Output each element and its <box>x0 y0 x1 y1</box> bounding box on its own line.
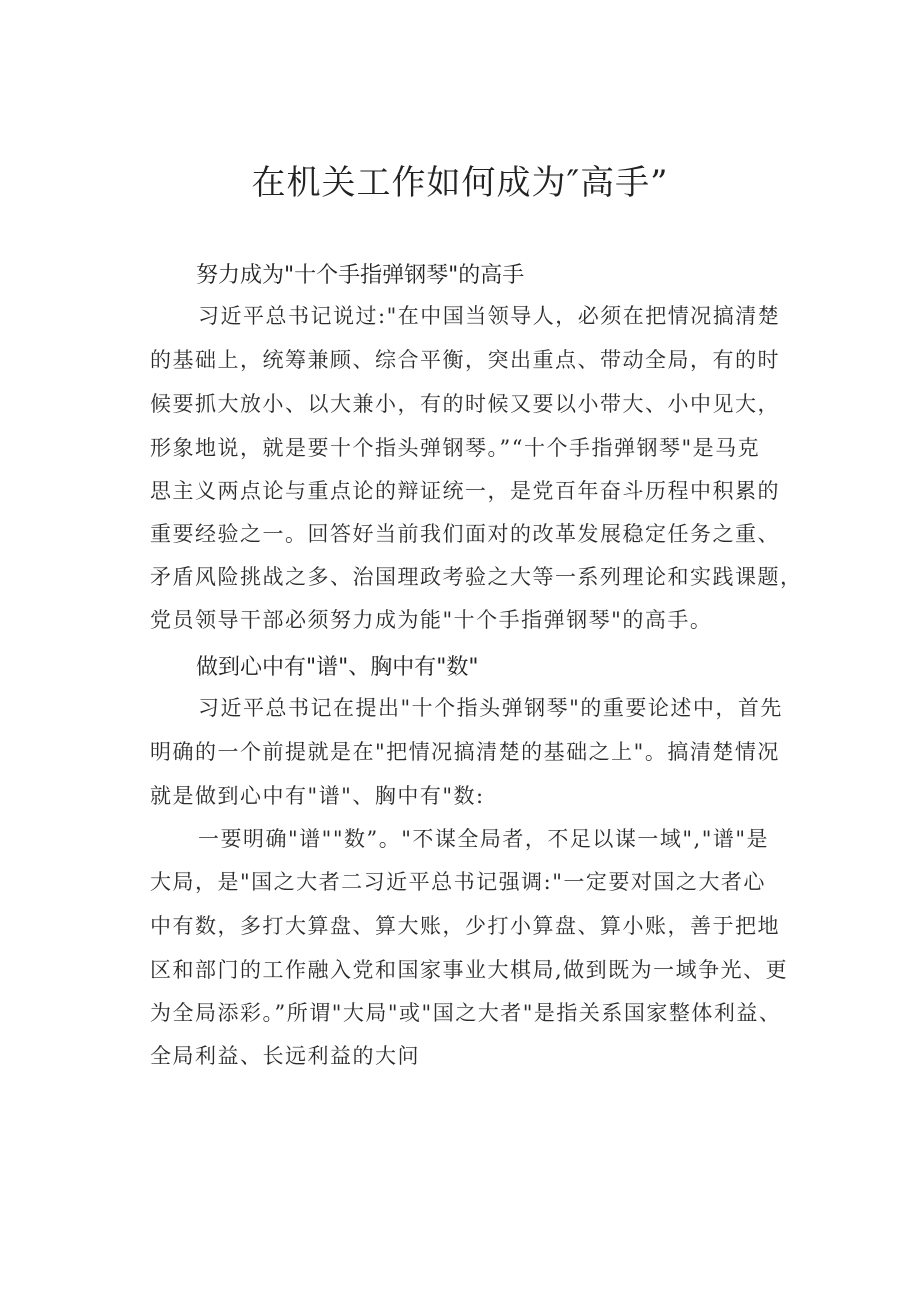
document-title: 在机关工作如何成为″高手” <box>251 163 669 203</box>
paragraph-line: 习近平总书记说过:"在中国当领导人，必须在把情况搞清楚 <box>198 304 781 328</box>
paragraph-line: 区和部门的工作融入党和国家事业大棋局,做到既为一域争光、更 <box>150 958 789 982</box>
paragraph-line: 思主义两点论与重点论的辩证统一，是党百年奋斗历程中积累的 <box>150 479 780 503</box>
paragraph-line: 就是做到心中有"谱"、胸中有"数: <box>150 784 485 808</box>
section-heading-1: 努力成为"十个手指弹钢琴"的高手 <box>196 263 525 288</box>
paragraph-line: 习近平总书记在提出"十个指头弹钢琴"的重要论述中，首先 <box>198 696 783 720</box>
paragraph-line: 大局，是"国之大者二习近平总书记强调:"一定要对国之大者心 <box>150 870 766 894</box>
paragraph-line: 党员领导干部必须努力成为能"十个手指弹钢琴"的高手。 <box>150 608 713 632</box>
paragraph-line: 矛盾风险挑战之多、治国理政考验之大等一系列理论和实践课题， <box>150 565 803 589</box>
paragraph-line: 为全局添彩。”所谓"大局"或"国之大者"是指关系国家整体利益、 <box>150 1001 782 1025</box>
paragraph-line: 形象地说，就是要十个指头弹钢琴。”“十个手指弹钢琴"是马克 <box>150 436 761 460</box>
paragraph-line: 候要抓大放小、以大兼小，有的时候又要以小带大、小中见大， <box>150 392 780 416</box>
paragraph-line: 一要明确"谱""数”。"不谋全局者，不足以谋一域","谱"是 <box>198 827 770 851</box>
paragraph-line: 中有数，多打大算盘、算大账，少打小算盘、算小账，善于把地 <box>150 914 780 938</box>
paragraph-line: 全局利益、长远利益的大问 <box>150 1044 420 1068</box>
paragraph-line: 明确的一个前提就是在"把情况搞清楚的基础之上"。搞清楚情况 <box>150 740 780 764</box>
paragraph-line: 重要经验之一。回答好当前我们面对的改革发展稳定任务之重、 <box>150 522 780 546</box>
section-heading-2: 做到心中有"谱"、胸中有"数" <box>196 655 479 680</box>
paragraph-line: 的基础上，统筹兼顾、综合平衡，突出重点、带动全局，有的时 <box>150 348 780 372</box>
